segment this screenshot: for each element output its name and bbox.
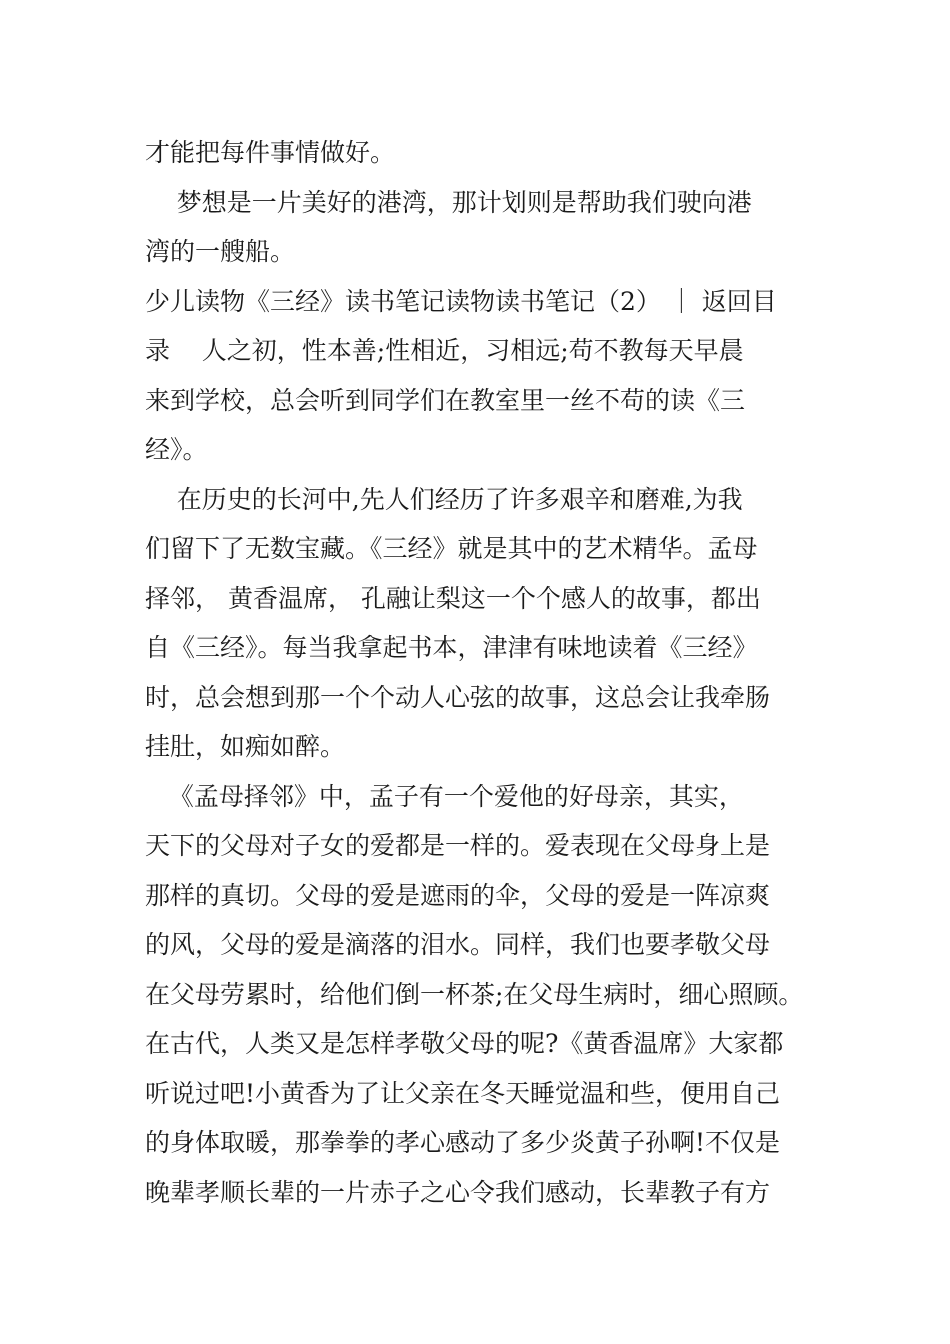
text-line: 那样的真切。父母的爱是遮雨的伞，父母的爱是一阵凉爽 (145, 880, 771, 910)
text-line: 湾的一艘船。 (145, 237, 296, 266)
body-text (145, 128, 810, 1217)
text-line: 的风，父母的爱是滴落的泪水。同样，我们也要孝敬父母 (145, 930, 771, 959)
text-line: 挂肚，如痴如醉。 (145, 732, 346, 761)
text-line: 们留下了无数宝藏。《三经》就是其中的艺术精华。孟母 (145, 534, 758, 563)
text-line: 听说过吧!小黄香为了让父亲在冬天睡觉温和些，便用自己 (145, 1078, 781, 1108)
text-line: 录 人之初，性本善;性相近，习相远;苟不教每天早晨 (145, 336, 744, 365)
text-line: 在历史的长河中,先人们经历了许多艰辛和磨难,为我 (145, 484, 743, 514)
section-heading-line: 少儿读物《三经》读书笔记读物读书笔记（2） ｜ 返回目 (145, 286, 777, 316)
text-line: 时，总会想到那一个个动人心弦的故事，这总会让我牵肠 (145, 682, 771, 712)
text-line: 择邻， 黄香温席， 孔融让梨这一个个感人的故事，都出 (145, 583, 761, 613)
text-line: 经》。 (145, 435, 208, 464)
text-line: 的身体取暖，那拳拳的孝心感动了多少炎黄子孙啊!不仅是 (145, 1128, 781, 1157)
text-line: 自《三经》。每当我拿起书本，津津有味地读着《三经》 (145, 633, 758, 662)
text-line: 来到学校，总会听到同学们在教室里一丝不苟的读《三 (145, 385, 746, 415)
text-line: 在父母劳累时，给他们倒一杯茶;在父母生病时，细心照顾。 (145, 979, 804, 1009)
text-line: 才能把每件事情做好。 (145, 138, 396, 167)
text-line: 天下的父母对子女的爱都是一样的。爱表现在父母身上是 (145, 831, 771, 860)
text-line: 梦想是一片美好的港湾，那计划则是帮助我们驶向港 (145, 187, 752, 217)
text-line: 晚辈孝顺长辈的一片赤子之心令我们感动，长辈教子有方 (145, 1177, 771, 1207)
text-line: 在古代，人类又是怎样孝敬父母的呢?《黄香温席》大家都 (145, 1029, 784, 1058)
text-line: 《孟母择邻》中，孟子有一个爱他的好母亲，其实， (145, 781, 744, 811)
